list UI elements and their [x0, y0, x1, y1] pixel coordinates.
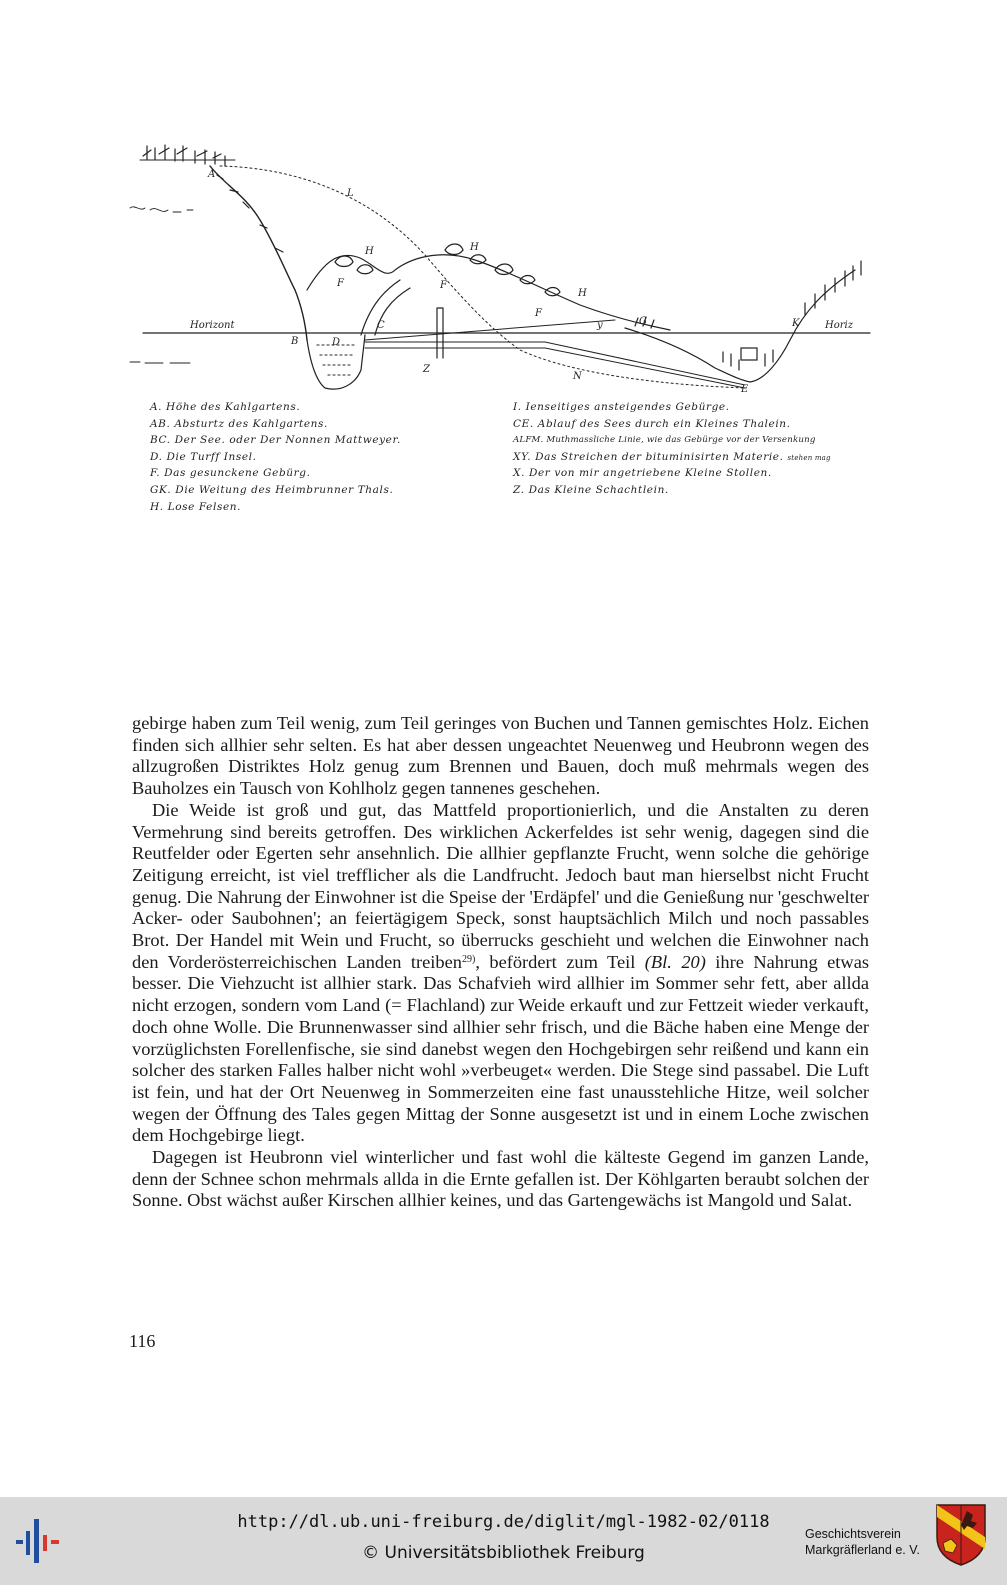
org-name-line: Markgräflerland e. V.	[805, 1543, 920, 1557]
label-b: B	[291, 336, 299, 347]
legend-item-text: XY. Das Streichen der bituminisirten Materie.	[513, 450, 784, 463]
legend-item: A. Höhe des Kahlgartens.	[150, 401, 301, 413]
footer-bar	[0, 1497, 1007, 1585]
label-d: D	[332, 337, 341, 348]
legend-item: Z. Das Kleine Schachtlein.	[513, 483, 669, 496]
figure-legend-right	[513, 399, 831, 499]
label-n: N	[573, 371, 582, 382]
geological-sketch	[125, 130, 885, 400]
label-f: F	[337, 278, 344, 289]
label-horizont-left: Horizont	[190, 320, 235, 331]
footer-copyright: © Universitätsbibliothek Freiburg	[362, 1543, 645, 1563]
footnote-ref: 29)	[461, 953, 476, 965]
label-z: Z	[423, 364, 430, 375]
paragraph-text: , befördert zum Teil	[475, 951, 645, 972]
label-f: F	[535, 308, 542, 319]
label-a: A	[208, 169, 216, 180]
label-f: F	[440, 280, 447, 291]
footer-organisation	[805, 1526, 930, 1558]
paragraph: Dagegen ist Heubronn viel winterlicher und fast wohl die kälteste Gegend im ganzen Lande, denn der Schnee schon mehrmals allda in die Ernte gefallen ist. Der Köhlgarten beraubt solchen der Sonne. Obst wächst außer Kirschen allhier keines, und das Gartengewächs ist Mangold und Salat.	[132, 1147, 869, 1211]
legend-item: BC. Der See. oder Der Nonnen Mattweyer.	[150, 434, 401, 447]
legend-item: AB. Absturtz des Kahlgartens.	[150, 417, 328, 430]
body-text	[132, 713, 869, 1212]
label-c: C	[377, 320, 385, 331]
sheet-reference: (Bl. 20)	[644, 951, 706, 972]
paragraph-text: Die Weide ist groß und gut, das Mattfeld proportionierlich, und die Anstalten zu deren Vermehrung sind bereits getroffen. Des wirklichen Ackerfeldes ist sehr wenig, dagegen sind die Reutfelder oder Egerten sehr ansehnlich. Die allhier gepflanzte Frucht, wenn solche die gehörige Zeitigung erreicht, ist viel trefflicher als die Landfrucht. Jedoch baut man hierselbst nicht Frucht genug. Die Nahrung der Einwohner ist die Speise der 'Erdäpfel' und die Genießung nur 'geschwelter Acker- oder Saubohnen'; an feiertägigem Speck, sonst hauptsächlich Milch und noch passables Brot. Der Handel mit Wein und Frucht, so überrucks geschieht und welchen die Einwohner nach den Vorderösterreichischen Landen treiben	[132, 799, 869, 972]
coat-of-arms-icon	[935, 1503, 987, 1567]
label-g: G	[639, 316, 647, 327]
label-h: H	[365, 246, 374, 257]
footer-url-link[interactable]: http://dl.ub.uni-freiburg.de/diglit/mgl-1982-02/0118	[237, 1512, 770, 1532]
label-k: K	[792, 318, 800, 329]
label-h: H	[470, 242, 479, 253]
paragraph: gebirge haben zum Teil wenig, zum Teil geringes von Buchen und Tannen gemischtes Holz. Eichen finden sich allhier sehr selten. Es hat aber dessen ungeachtet Neuenweg und Heubronn wegen des allzugroßen Distriktes Holz genug zum Brennen und Bauen, doch muß mehrmals wegen des Bauholzes ein Tausch von Kohlholz gegen tannenes geschehen.	[132, 713, 869, 799]
legend-small-note: stehen mag	[787, 453, 831, 462]
legend-item	[513, 449, 831, 466]
label-h: H	[578, 288, 587, 299]
legend-item: X. Der von mir angetriebene Kleine Stollen.	[513, 467, 772, 480]
label-l: L	[347, 188, 354, 199]
legend-item: H. Lose Felsen.	[150, 500, 242, 513]
legend-item: F. Das gesunckene Gebürg.	[150, 467, 311, 480]
label-e: E	[741, 384, 749, 395]
legend-item: GK. Die Weitung des Heimbrunner Thals.	[150, 483, 394, 496]
legend-item: ALFM. Muthmassliche Linie, wie das Gebürge vor der Versenkung	[513, 435, 816, 446]
label-horizont-right: Horiz	[825, 320, 853, 331]
legend-item: I. Ienseitiges ansteigendes Gebürge.	[513, 401, 730, 413]
paragraph-text: ihre Nahrung etwas besser. Die Viehzucht ist allhier stark. Das Schafvieh wird allhier im Sommer sehr fett, aber allda nicht erzogen, sondern vom Land (= Flachland) zur Weide erkauft und zur Fettzeit wieder verkauft, doch ohne Wolle. Die Brunnenwasser sind allhier sehr frisch, und die Bäche haben eine Menge der vorzüglichsten Forellenfische, sie sind danebst wegen den Hochgebirgen sehr reißend und kann ein solcher des starken Falles halber nicht wohl »verbeuget« werden. Die Stege sind passabel. Die Luft ist fein, und hat der Ort Neuenweg in Sommerzeiten eine fast unausstehliche Hitze, weil solcher wegen der Öffnung des Tales gegen Mittag der Sonne ausgesetzt ist und in einem Loche zwischen dem Hochgebirge liegt.	[132, 951, 870, 1146]
legend-item: D. Die Turff Insel.	[150, 450, 257, 463]
paragraph	[132, 800, 869, 1147]
figure-legend-left	[150, 399, 401, 515]
org-name-line: Geschichtsverein	[805, 1527, 901, 1541]
legend-item: CE. Ablauf des Sees durch ein Kleines Thalein.	[513, 417, 791, 430]
page-number: 116	[129, 1331, 156, 1351]
label-y: y	[597, 320, 603, 331]
